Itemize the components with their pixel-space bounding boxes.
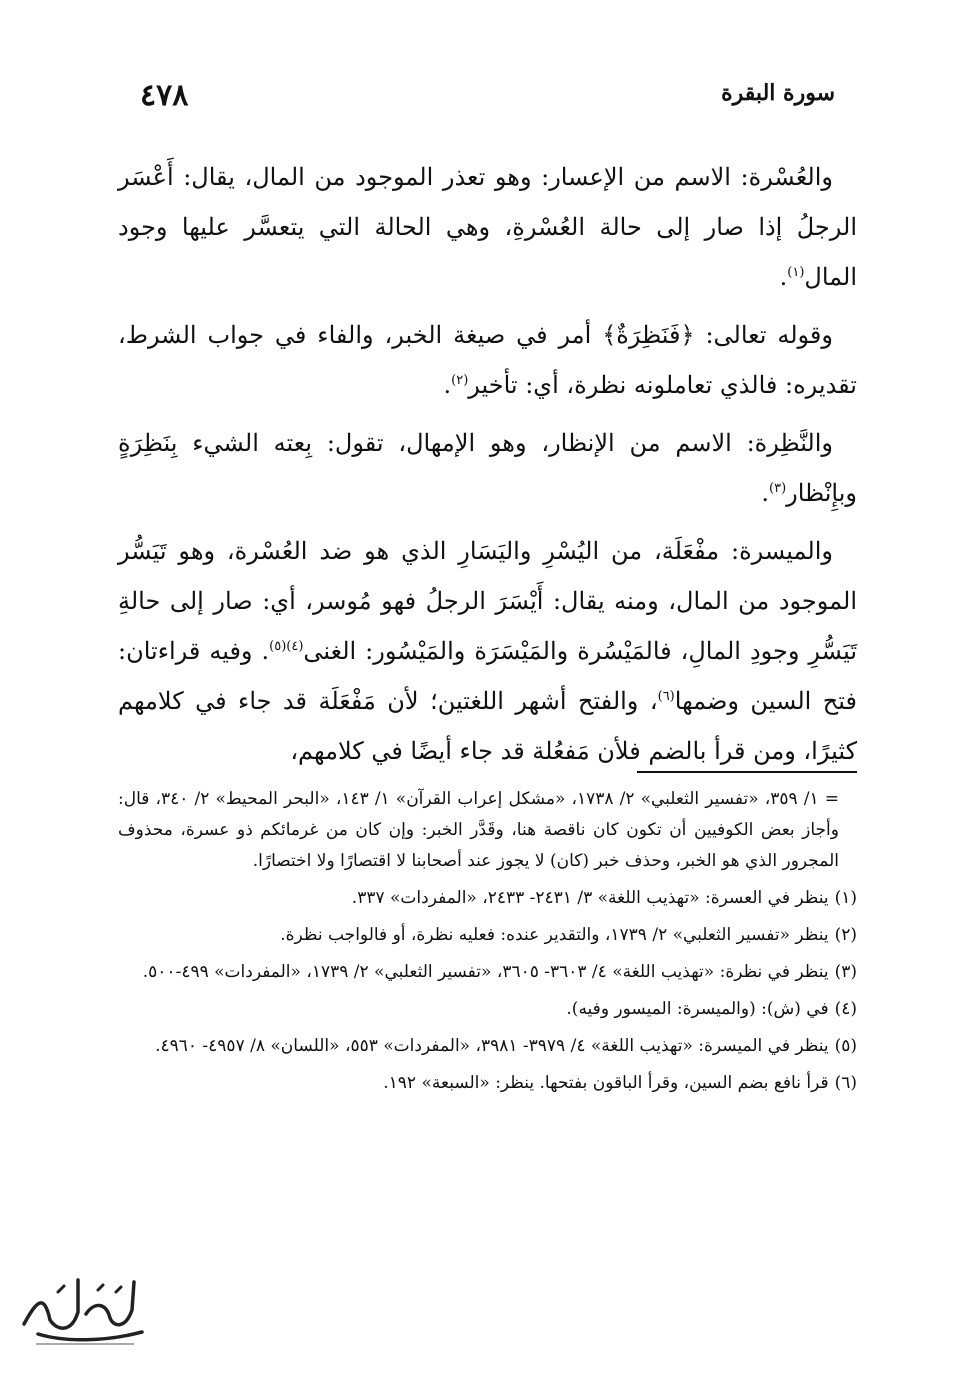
- punctuation: .: [779, 263, 788, 291]
- footnote-continuation: = ١/ ٣٥٩، «تفسير الثعلبي» ٢/ ١٧٣٨، «مشكل إعراب القرآن» ١/ ١٤٣، «البحر المحيط» ٢/ ٣٤٠، قال: وأجاز بعض الكوفيين أن تكون كان ناقصة هنا، وقَدَّر الخبر: وإن كان من غرمائكم ذو عسرة، محذوف المجرور الذي هو الخبر، وحذف خبر (كان) لا يجوز عند أصحابنا لا اقتصارًا ولا اختصارًا.: [118, 789, 839, 871]
- footnote-ref[interactable]: (٢): [451, 373, 469, 388]
- footnote-5: [118, 1031, 857, 1062]
- paragraph-nazira: [118, 418, 857, 518]
- paragraph-maysara: [118, 526, 857, 776]
- footnote-number: (٤): [834, 999, 857, 1019]
- footnote-text: ينظر في نظرة: «تهذيب اللغة» ٤/ ٣٦٠٣- ٣٦٠٥، «تفسير الثعلبي» ٢/ ١٧٣٩، «المفردات» ٤٩٩-٥٠٠.: [142, 962, 829, 982]
- footnote-text: ينظر في العسرة: «تهذيب اللغة» ٣/ ٢٤٣١- ٢٤٣٣، «المفردات» ٣٣٧.: [351, 888, 829, 908]
- footnote-3: [118, 957, 857, 988]
- footnote-1: [118, 883, 857, 914]
- punctuation: .: [761, 479, 769, 507]
- paragraph-nazira-verse: [118, 310, 857, 410]
- paragraph-text: والعُسْرة: الاسم من الإعسار: وهو تعذر الموجود من المال، يقال: أَعْسَر الرجلُ إذا صار إلى حالة العُسْرةِ، وهي الحالة التي يتعسَّر عليها وجود المال: [118, 163, 857, 291]
- page-number: ٤٧٨: [140, 78, 189, 113]
- footnote-text: في (ش): (والميسرة: الميسور وفيه).: [566, 999, 829, 1019]
- footnote-text: ينظر «تفسير الثعلبي» ٢/ ١٧٣٩، والتقدير عنده: فعليه نظرة، أو فالواجب نظرة.: [280, 925, 829, 945]
- footnote-text: قرأ نافع بضم السين، وقرأ الباقون بفتحها. ينظر: «السبعة» ١٩٢.: [383, 1073, 829, 1093]
- surah-title: سورة البقرة: [721, 80, 835, 106]
- footnote-number: (١): [834, 888, 857, 908]
- footnote-number: (٥): [834, 1036, 857, 1056]
- footnote-number: (٣): [834, 962, 857, 982]
- footnote-ref[interactable]: (٤)(٥): [269, 639, 304, 654]
- footnote-ref[interactable]: (٣): [769, 481, 787, 496]
- footnote-divider: [637, 771, 857, 773]
- footnote-2: [118, 920, 857, 951]
- footnote-text: ينظر في الميسرة: «تهذيب اللغة» ٤/ ٣٩٧٩- ٣٩٨١، «المفردات» ٥٥٣، «اللسان» ٨/ ٤٩٥٧- ٤٩٦٠.: [155, 1036, 829, 1056]
- footnote-ref[interactable]: (٦): [657, 689, 675, 704]
- page-header: [140, 80, 835, 120]
- footnote-ref[interactable]: (١): [787, 265, 805, 280]
- paragraph-text: والنَّظِرة: الاسم من الإنظار، وهو الإمهال، تقول: بِعته الشيء بِنَظِرَةٍ وبإِنْظار: [118, 429, 857, 507]
- paragraph-text: والميسرة: مفْعَلَة، من اليُسْرِ واليَسَارِ الذي هو ضد العُسْرة، وهو تَيَسُّر الموجود من المال، ومنه يقال: أَيْسَرَ الرجلُ فهو مُوسر، أي: صار إلى حالةِ تَيَسُّرِ وجودِ المالِ، فالمَيْسُرة والمَيْسَرَة والمَيْسُور: الغنى: [118, 537, 857, 665]
- footnote-6: [118, 1068, 857, 1099]
- footnote-4: [118, 994, 857, 1025]
- footnote-number: (٦): [834, 1073, 857, 1093]
- paragraph-text: . وفيه قراءتان: فتح السين وضمها: [118, 637, 857, 715]
- paragraph-usra: [118, 152, 857, 302]
- punctuation: .: [443, 371, 452, 399]
- main-text: [118, 152, 857, 784]
- footnote-number: (٢): [834, 925, 857, 945]
- paragraph-text: وقوله تعالى: ﴿فَنَظِرَةٌ﴾ أمر في صيغة الخبر، والفاء في جواب الشرط، تقديره: فالذي تعاملونه نظرة، أي: تأخير: [118, 321, 857, 399]
- paragraph-text: ، والفتح أشهر اللغتين؛ لأن مَفْعَلَة قد جاء في كلامهم كثيرًا، ومن قرأ بالضم فلأن مَفعُلة قد جاء أيضًا في كلامهم،: [118, 687, 857, 765]
- footnotes: [118, 784, 857, 1105]
- library-calligraphy-logo-icon: [14, 1262, 154, 1352]
